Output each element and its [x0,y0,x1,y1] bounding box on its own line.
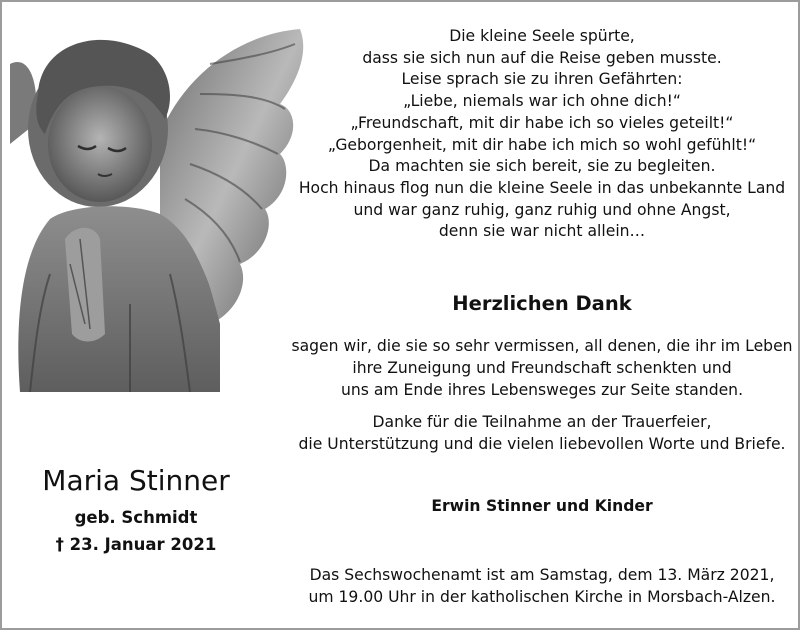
poem-line: und war ganz ruhig, ganz ruhig und ohne Angst, [353,200,731,219]
poem-line: Leise sprach sie zu ihren Gefährten: [401,70,683,89]
thanks-line: sagen wir, die sie so sehr vermissen, all denen, die ihr im Leben [291,337,793,355]
thanks-line: ihre Zuneigung und Freundschaft schenkten und [352,359,732,377]
thanks-paragraph-2 [282,411,800,455]
poem-text [282,26,800,243]
birth-name: geb. Schmidt [74,508,198,527]
thanks-paragraph [282,335,800,401]
poem-line: Hoch hinaus flog nun die kleine Seele in das unbekannte Land [298,178,786,197]
thanks-line: die Unterstützung und die vielen liebevollen Worte und Briefe. [298,435,786,453]
thanks-heading: Herzlichen Dank [452,292,632,315]
death-date: † 23. Januar 2021 [55,535,217,554]
poem-line: denn sie war nicht allein… [438,222,646,241]
poem-line: Da machten sie sich bereit, sie zu begleiten. [368,157,716,176]
poem-line: „Freundschaft, mit dir habe ich so vieles geteilt!“ [350,113,734,132]
angel-statue-image [10,24,310,392]
thanks-line: Danke für die Teilnahme an der Trauerfeier, [372,413,712,431]
poem-line: Die kleine Seele spürte, [449,27,635,45]
deceased-name: Maria Stinner [42,464,230,497]
memorial-notice [282,564,800,608]
family-signature: Erwin Stinner und Kinder [431,497,653,515]
poem-line: „Geborgenheit, mit dir habe ich mich so wohl gefühlt!“ [327,135,757,154]
poem-line: „Liebe, niemals war ich ohne dich!“ [403,92,681,111]
notice-line: um 19.00 Uhr in der katholischen Kirche in Morsbach-Alzen. [308,588,776,606]
notice-line: Das Sechswochenamt ist am Samstag, dem 13. März 2021, [309,566,775,584]
thanks-line: uns am Ende ihres Lebensweges zur Seite standen. [340,381,744,399]
poem-line: dass sie sich nun auf die Reise geben musste. [362,48,722,67]
